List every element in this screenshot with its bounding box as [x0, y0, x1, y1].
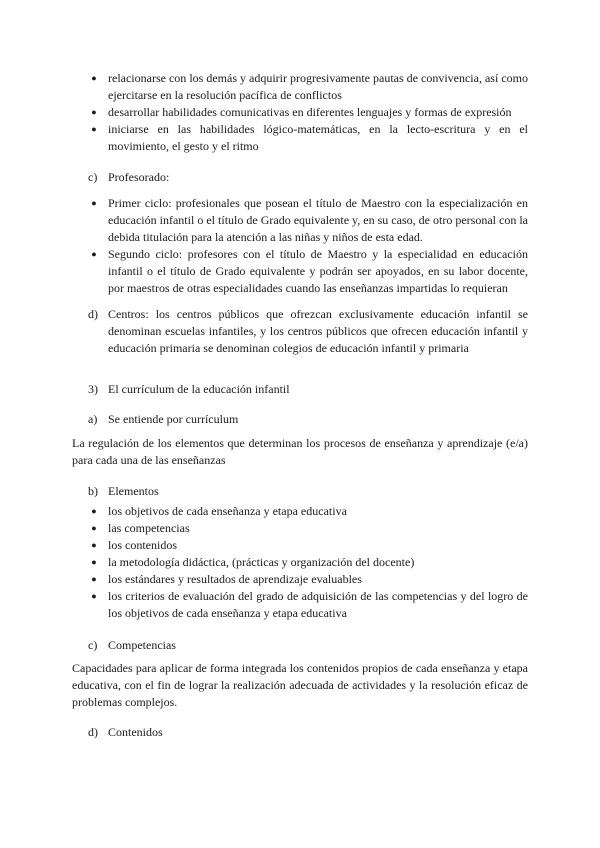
- bullet-icon: ●: [91, 574, 97, 584]
- list-item: ● desarrollar habilidades comunicativas en diferentes lenguajes y formas de expresión: [108, 104, 528, 121]
- bullet-icon: ●: [91, 124, 97, 134]
- bullet-icon: ●: [91, 591, 97, 601]
- list-item: ● los criterios de evaluación del grado de adquisición de las competencias y del logro de los objetivos de cada enseñanza y etapa educativa: [108, 588, 528, 622]
- bullet-icon: ●: [91, 523, 97, 533]
- paragraph-competencias: Capacidades para aplicar de forma integrada los contenidos propios de cada enseñanza y etapa educativa, con el fin de lograr la realización adecuada de actividades y la resolución eficaz de problemas complejos.: [72, 661, 528, 709]
- section-3d-heading: d) Contenidos: [88, 725, 163, 739]
- bullet-icon: ●: [91, 107, 97, 117]
- list-item: ● los objetivos de cada enseñanza y etapa educativa: [108, 503, 528, 520]
- list-item: ● Segundo ciclo: profesores con el título de Maestro y la especialidad en educación infantil o el título de Grado equivalente y podrán ser apoyados, en su labor docente, por maestros de otras especialidades cuando las enseñanzas impartidas lo requieran: [108, 246, 528, 297]
- list-item: ● las competencias: [108, 520, 528, 537]
- list-item: ● la metodología didáctica, (prácticas y organización del docente): [108, 554, 528, 571]
- list-item: ● relacionarse con los demás y adquirir progresivamente pautas de convivencia, así como ejercitarse en la resolución pacífica de conflictos: [108, 70, 528, 104]
- bullet-icon: ●: [91, 540, 97, 550]
- list-item: ● Primer ciclo: profesionales que posean el título de Maestro con la especialización en educación infantil o el título de Grado equivalente y, en su caso, de otro personal con la debida titulación para la atención a las niñas y niños de esta edad.: [108, 195, 528, 246]
- section-c-heading: c) Profesorado:: [88, 170, 170, 184]
- list-item: ● los contenidos: [108, 537, 528, 554]
- bullet-icon: ●: [91, 506, 97, 516]
- bullet-list-objectives: [91, 70, 528, 155]
- section-3c-heading: c) Competencias: [88, 638, 176, 652]
- section-d-centros: d) Centros: los centros públicos que ofrezcan exclusivamente educación infantil se denominan escuelas infantiles, y los centros públicos que ofrecen educación infantil y educación primaria se denominan colegios de educación infantil y primaria: [88, 307, 528, 355]
- paragraph-curriculum-definition: La regulación de los elementos que determinan los procesos de enseñanza y aprendizaje (e/a) para cada una de las enseñanzas: [72, 436, 528, 467]
- bullet-icon: ●: [91, 249, 97, 259]
- section-3b-heading: b) Elementos: [88, 484, 159, 498]
- bullet-list-elements: [91, 503, 528, 622]
- bullet-list-teachers: [91, 195, 528, 297]
- list-item: ● iniciarse en las habilidades lógico-matemáticas, en la lecto-escritura y en el movimiento, el gesto y el ritmo: [108, 121, 528, 155]
- bullet-icon: ●: [91, 73, 97, 83]
- bullet-icon: ●: [91, 557, 97, 567]
- section-3-heading: 3) El currículum de la educación infantil: [88, 382, 290, 396]
- list-item: ● los estándares y resultados de aprendizaje evaluables: [108, 571, 528, 588]
- section-3a-heading: a) Se entiende por currículum: [88, 412, 239, 426]
- bullet-icon: ●: [91, 198, 97, 208]
